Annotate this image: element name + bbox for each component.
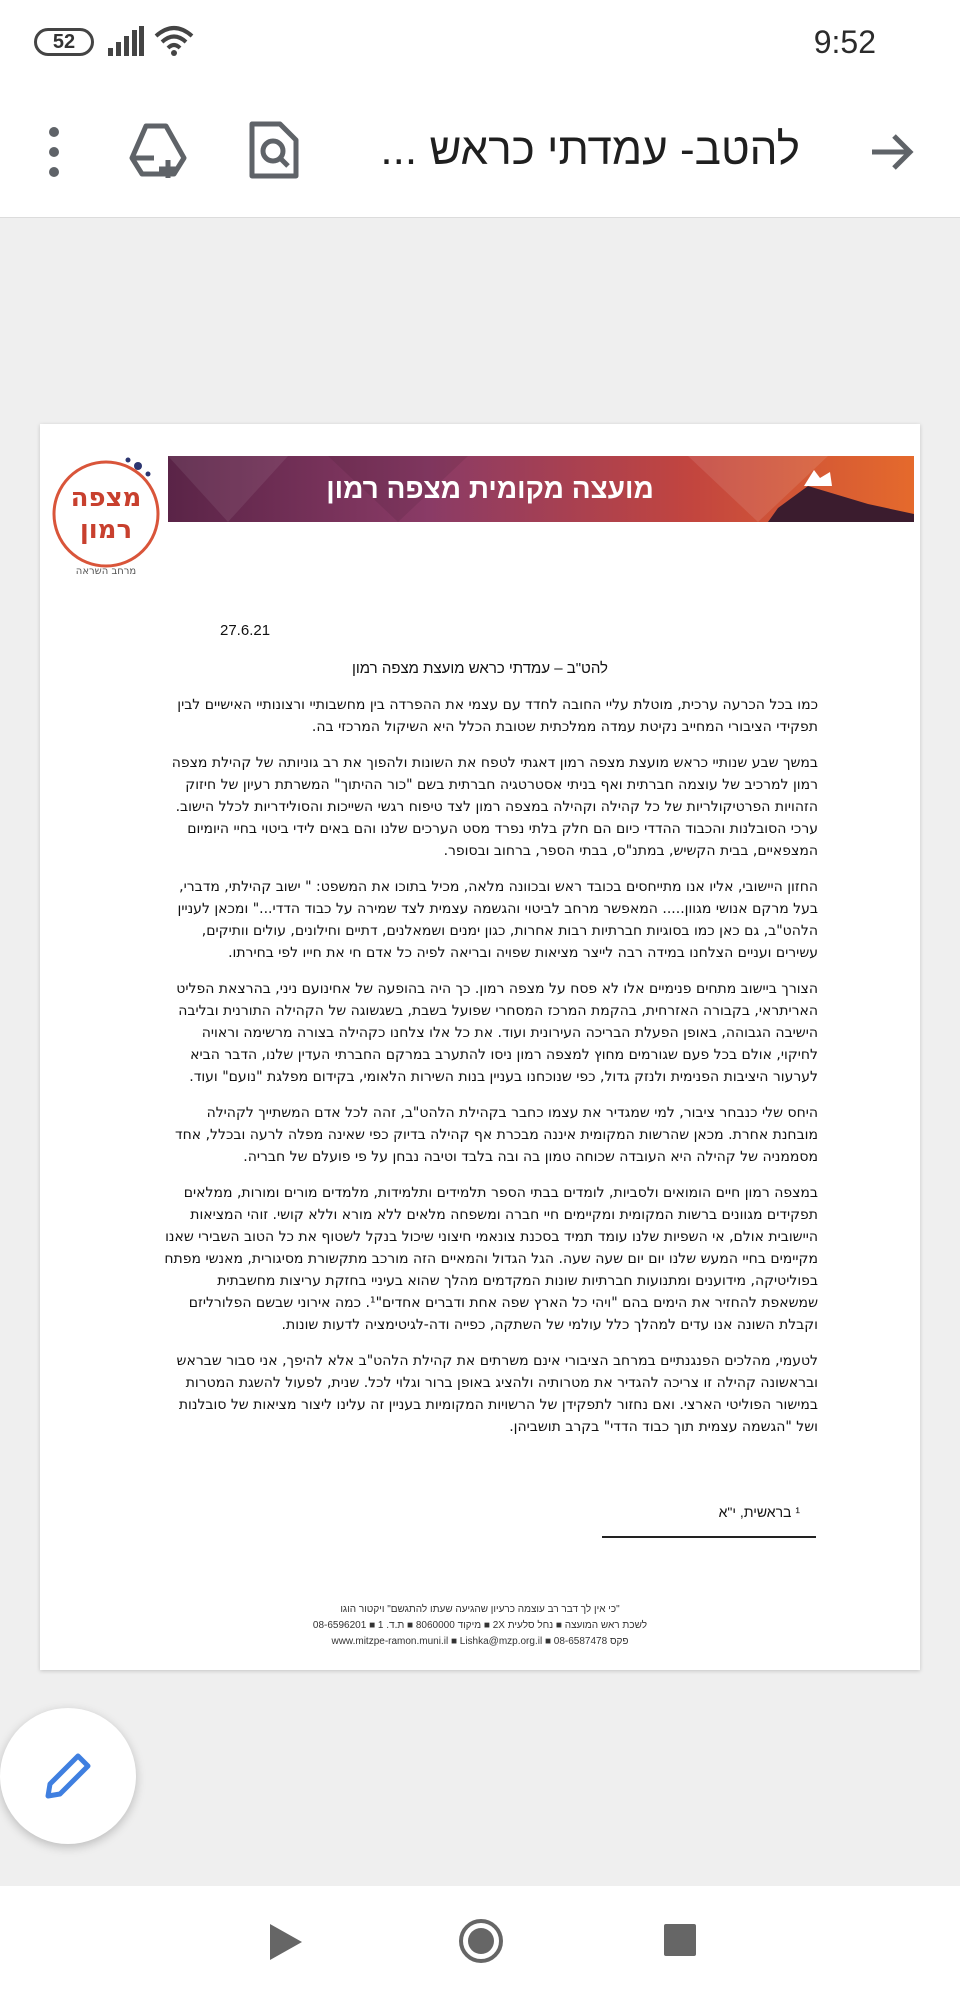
status-bar: [0, 0, 960, 84]
home-circle-icon[interactable]: [458, 1918, 504, 1964]
wifi-icon: [154, 24, 194, 58]
paragraph: הצורך ביישוב מתחים פנימיים אלו לא פסח על מצפה רמון. כך היה בהופעה של אחינועם ניני, בהרצאת הפליט האריתראי, בקבורה האזרחית, בהקמת המרכז המסחרי שפועל בשבת, בשגשוגה של הקהילה התורנית ובליבה הישיבה הגבוהה, באופן הפעלת הבריכה העירונית ועוד. את כל אלו צלחנו כקהילה בצורה מרשימה וראויה לחיקוי, אולם בכל פעם שגורמים מחוץ למצפה רמון ניסו להתערב במרקם החברתי העדין שלנו, הדבר הביא לערעור היציבות הפנימית ולנזק גדול, כפי שנוכחנו בעניין בנות השירות הלאומי, בקידום מפלגת "נועם" ועוד.: [176, 981, 818, 1085]
svg-text:רמון: רמון: [79, 515, 133, 545]
paragraph: לטעמי, מהלכים הפנגנתיים במרחב הציבורי אינם משרתים את קהילת הלהט"ב אלא להיפך, אני סבור שבראש ובראשונה קהילה זו צריכה להגדיר את מטרותיה ולהציג באופן ברור וגלוי לכל. שנית, לפעול להשגת המטרות במישור הפוליטי הארצי. ואם נחזור לתפקידן של הרשויות המקומיות בעניין זה עלינו ליצור מציאות של סובלנות ושל "הגשמה עצמית תוך כבוד הדדי" בקרב תושביהן.: [176, 1353, 818, 1435]
paragraph: החזון היישובי, אליו אנו מתייחסים בכובד ראש ובכוונה מלאה, מכיל בתוכו את המשפט: " ישוב קהילתי, מדברי, בעל מרקם אנושי מגוון..... המאפשר מרחב לביטוי והגשמה עצמית לצד שמירה על כבוד הדדי..." ומכאן לעניין הלהט"ב, גם כאן כמו בסוגיות חברתיות רבות אחרות, כגון ימנים ושמאלנים, דתיים וחילונים, עולים וותיקים, עשירים ועניים הצלחנו במידה רבה לייצר מציאות שפויה ובריאה לפיה כל אדם חי את חייו לפי בחירתו.: [177, 879, 818, 961]
stop-icon[interactable]: [664, 1924, 696, 1956]
clock: 9:52: [813, 24, 876, 60]
footer-contact-line: לשכת ראש המועצה ■ נחל סלעית 2X ■ מיקוד 8060000 ■ ת.ד. 1 ■ 08-6596201: [312, 1620, 648, 1631]
battery-indicator: 52: [34, 28, 94, 56]
document-page: [40, 424, 920, 1670]
paragraph: במצפה רמון חיים הומואים ולסביות, לומדים בבתי הספר תלמידים ותלמידות, מלמדים מורים ומורות, ממלאים תפקידים מגוונים ברשות המקומית ומקיימים חיי חברה ומשפחה מלאים ללא מורא וללא קושי. זוהי המציאות היישובית אולם, אי השפיות שלנו עומד תמיד בסכנת צונאמי חיצוני שיכול בנקל לשטוף את כל הטוב השבירי שאנו מקיימים בחיי המעש שלנו יום יום שעה שעה. הגל הגדול והמאיים הזה מורכב מתקשורת מסיגורית, מאנשי מפתח בפוליטיקה, מידוענים ומתנועות חברתיות שונות המקדמים מהלך שהוא בעיניי בחזקת עריצות מחשבתית שמשאפת להחזיר את הימים בהם "ויהי כל הארץ שפה אחת ודברים אחדים"¹. כמה אירוני שבשם הפלורליזם וקבלת השונה אנו עדים למהלך כלל עולמי של השתקה, כפייה ודה-לגיטימציה לדעות שונות.: [164, 1185, 818, 1333]
signal-icon: [108, 26, 144, 56]
edit-button[interactable]: [0, 1708, 136, 1844]
letter-subject: להט"ב – עמדתי כראש מועצת מצפה רמון: [352, 660, 608, 677]
pencil-icon: [42, 1750, 94, 1802]
footer-quote: "כי אין לך דבר רב עוצמה כרעיון שהגיעה שעתו להתגשם" ויקטור הוגו: [340, 1604, 620, 1615]
find-in-document-icon[interactable]: [248, 120, 300, 180]
letter-date: 27.6.21: [220, 622, 271, 639]
paragraph: במשך שבע שנותיי כראש מועצת מצפה רמון דאגתי לטפח את השונות ולהפוך את רב גוניותה של קהילת מצפה רמון למרכיב של עוצמה חברתית ואף בניתי אסטרטגיה חברתית בשם "כור ההיתוך" המשרתת רעיון של חיזוק הזהויות הפרטיקולריות של כל קהילה וקהילה במצפה רמון לצד טיפוח רגשי השייכות והסולידריות לכלל הישוב. ערכי הסובלנות והכבוד ההדדי כיום הם חלק בלתי נפרד מסט הערכים שלנו והם באים לידי ביטוי בחיי היומיום המצפאיים, בבית הקשיש, במתנ"ס, בבתי הספר, ברחוב ובסופר.: [171, 755, 818, 859]
svg-text:מרחב השראה: מרחב השראה: [75, 566, 137, 577]
add-to-drive-icon[interactable]: [128, 120, 188, 180]
footnote: ¹ בראשית, י"א: [718, 1504, 800, 1520]
footer-web-line: פקס 08-6587478 ■ www.mitzpe-ramon.muni.il ■ Lishka@mzp.org.il: [331, 1636, 629, 1647]
banner-title: מועצה מקומית מצפה רמון: [326, 473, 654, 504]
letter-body: [158, 694, 818, 1452]
paragraph: כמו בכל הכרעה ערכית, מוטלת עליי החובה לחדד עם עצמי את ההפרדה בין מחשבותיי ורצונותיי האישיים לבין תפקידי הציבורי המחייב נקיטת עמדה ממלכתית שטובת הכלל היא השיקול המרכזי בה.: [177, 697, 818, 735]
footnote-divider: [602, 1536, 816, 1538]
play-icon[interactable]: [268, 1922, 304, 1962]
back-arrow-icon[interactable]: [868, 128, 916, 176]
bottom-navigation: [0, 1886, 960, 1998]
app-bar: [0, 84, 960, 218]
document-title: להטב- עמדתי כראש ...: [380, 125, 800, 174]
more-options-icon[interactable]: [36, 124, 72, 180]
svg-text:מצפה: מצפה: [70, 483, 142, 513]
paragraph: היחס שלי כנבחר ציבור, למי שמגדיר את עצמו כחבר בקהילת הלהט"ב, זהה לכל אדם המשתייך לקהילה מובחנת אחרת. מכאן שהרשות המקומית איננה מבכרת אף קהילה בדיוק כפי שאינה מפלה לרעה ובכלל, אחד מסממניה של קהילה היא העובדה שכוחה טמון בה ובה בלבד וטיבה נבחן על פי פועלם של חבריה.: [175, 1105, 818, 1165]
municipality-logo: [48, 452, 168, 582]
